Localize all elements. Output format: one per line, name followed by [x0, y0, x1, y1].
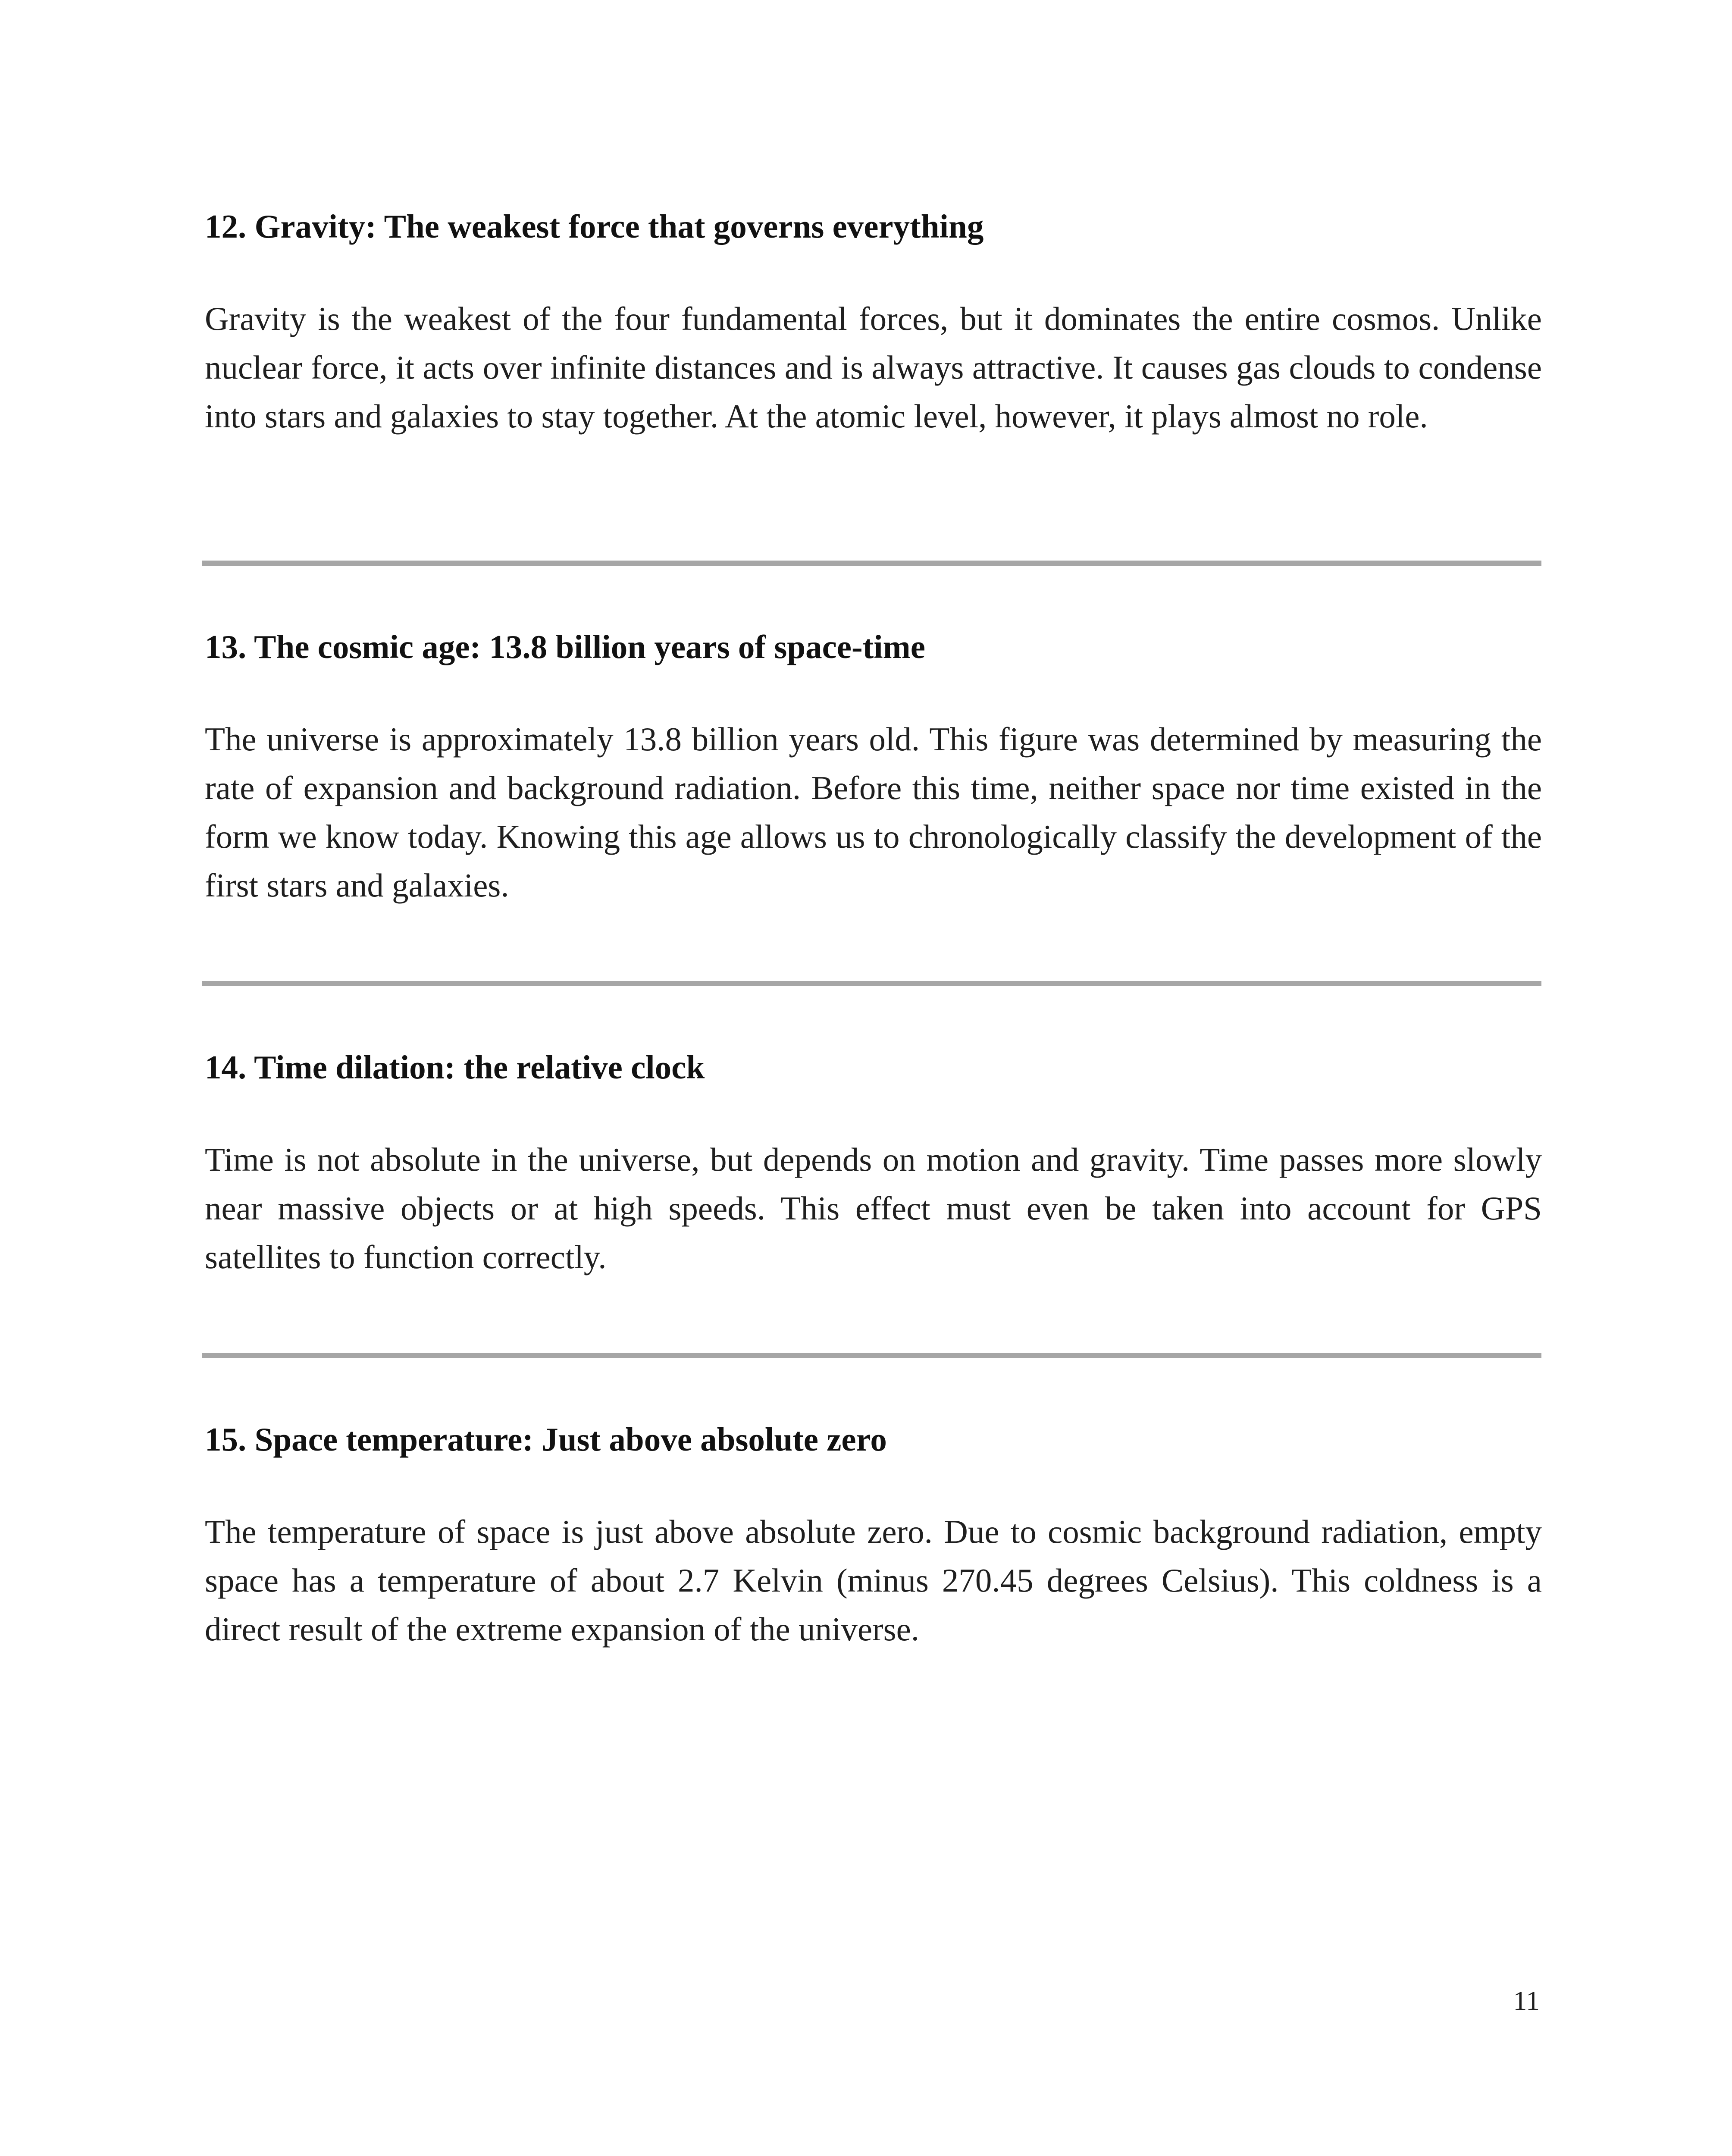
- page-number: 11: [1513, 1985, 1540, 2016]
- section-divider: [202, 561, 1541, 566]
- section-body: The universe is approximately 13.8 billion years old. This figure was determined by measuring the rate of expansion and background radiation. Before this time, neither space nor time existed in the form we know today. Knowing this age allows us to chronologically classify the development of the first stars and galaxies.: [205, 721, 1542, 904]
- section-gravity: [205, 205, 1542, 441]
- section-divider: [202, 981, 1541, 986]
- section-heading: 15. Space temperature: Just above absolute zero: [205, 1421, 887, 1458]
- section-body: Gravity is the weakest of the four fundamental forces, but it dominates the entire cosmos. Unlike nuclear force, it acts over infinite distances and is always attractive. It causes gas clouds to condense into stars and galaxies to stay together. At the atomic level, however, it plays almost no role.: [205, 300, 1542, 435]
- section-space-temperature: [205, 1418, 1542, 1654]
- section-heading: 12. Gravity: The weakest force that governs everything: [205, 208, 984, 245]
- section-heading: 13. The cosmic age: 13.8 billion years of space-time: [205, 628, 925, 665]
- section-heading: 14. Time dilation: the relative clock: [205, 1049, 705, 1086]
- section-cosmic-age: [205, 625, 1542, 910]
- section-divider: [202, 1353, 1541, 1358]
- section-body: Time is not absolute in the universe, but depends on motion and gravity. Time passes more slowly near massive objects or at high speeds. This effect must even be taken into account for GPS satellites to function correctly.: [205, 1141, 1542, 1275]
- section-time-dilation: [205, 1046, 1542, 1282]
- section-body: The temperature of space is just above absolute zero. Due to cosmic background radiation, empty space has a temperature of about 2.7 Kelvin (minus 270.45 degrees Celsius). This coldness is a direct result of the extreme expansion of the universe.: [205, 1513, 1542, 1648]
